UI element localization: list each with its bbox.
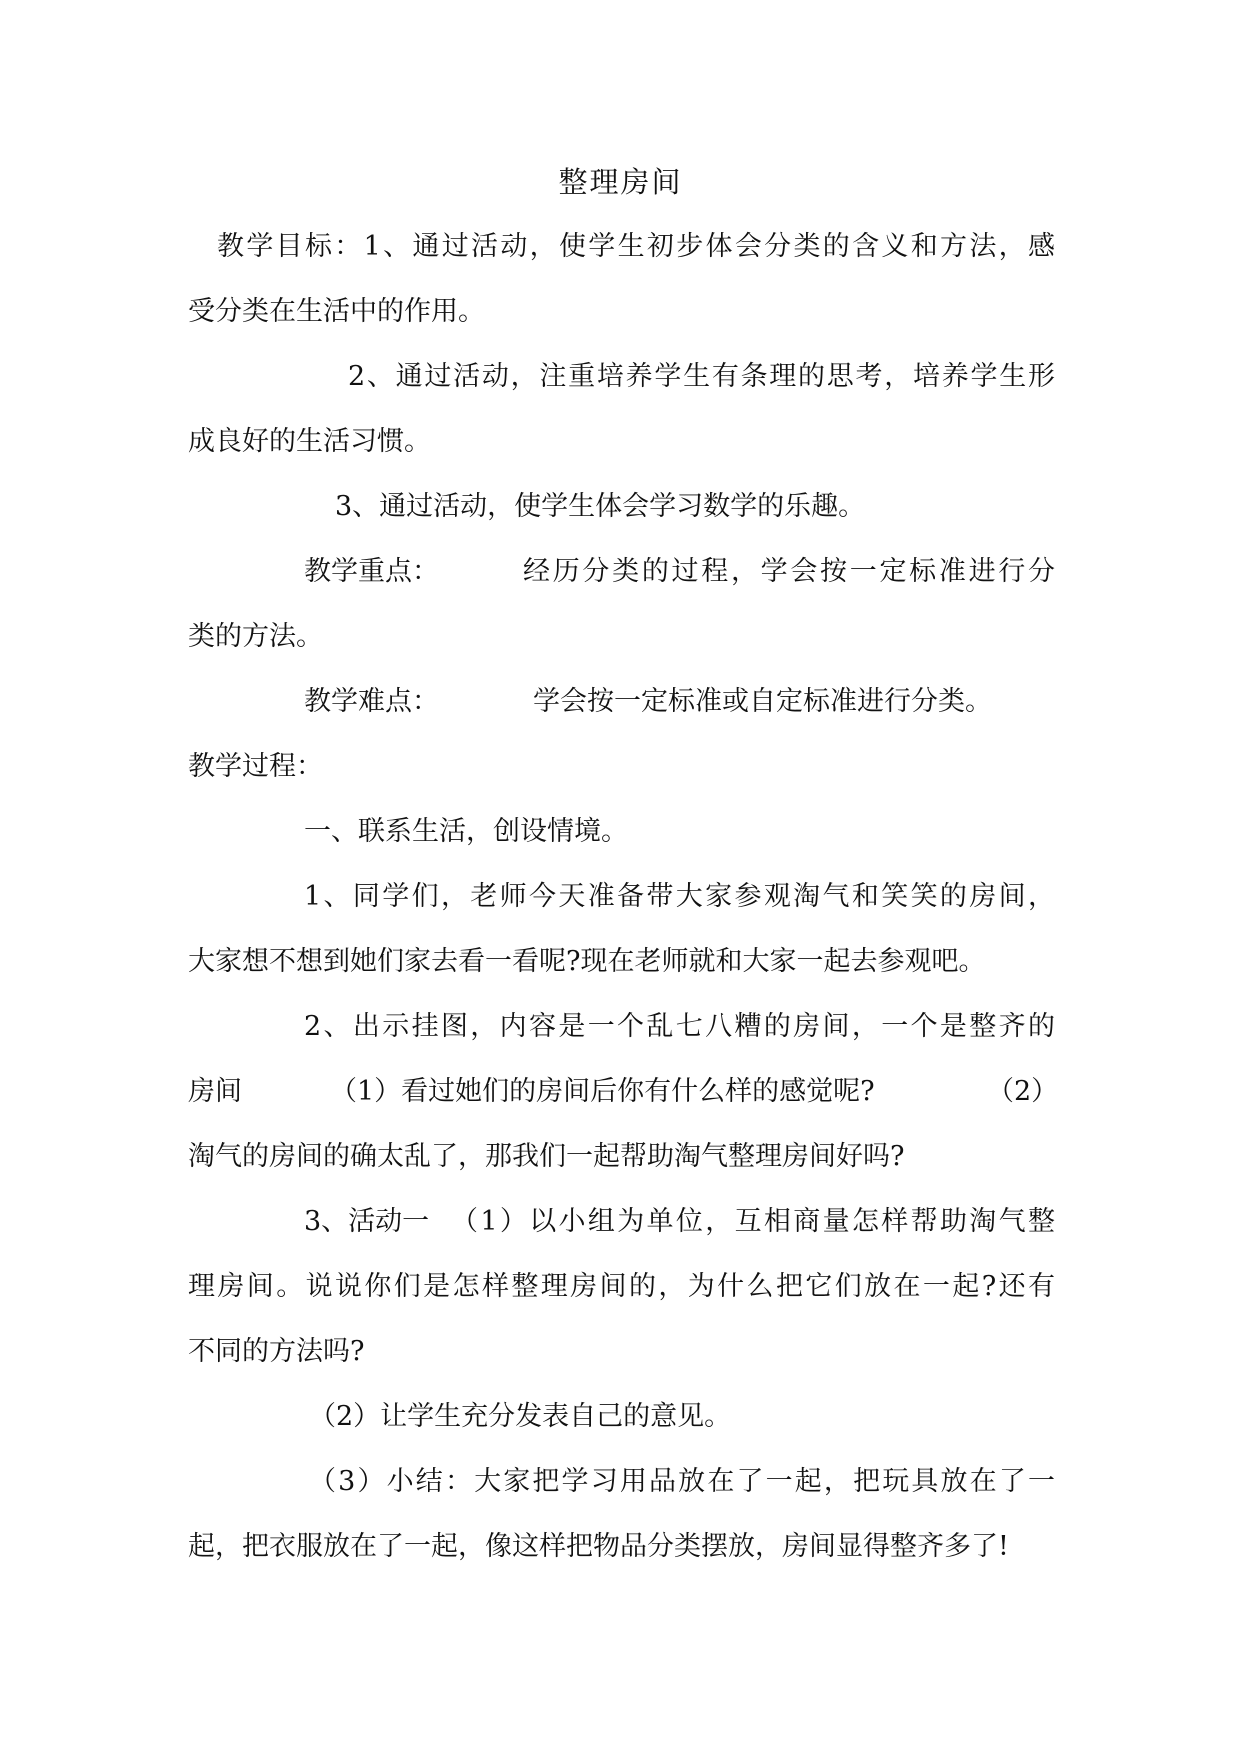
activity-1-line-3: 不同的方法吗? <box>188 1336 365 1367</box>
objective-2-text: 2、通过活动，注重培养学生有条理的思考，培养学生形 <box>348 361 1055 392</box>
page-title: 整理房间 <box>558 165 683 199</box>
key-point-label: 教学重点： <box>304 556 439 587</box>
activity-1-line-2: 理房间。说说你们是怎样整理房间的，为什么把它们放在一起?还有 <box>188 1271 1055 1302</box>
difficulty-label: 教学难点： <box>304 686 439 717</box>
paragraph-2-question-1: （1）看过她们的房间后你有什么样的感觉呢? <box>330 1076 875 1107</box>
activity-1-label: 3、活动一 <box>304 1206 430 1237</box>
activity-1-summary-line-2: 起，把衣服放在了一起，像这样把物品分类摆放，房间显得整齐多了! <box>188 1531 1009 1562</box>
objective-3-text: 3、通过活动，使学生体会学习数学的乐趣。 <box>335 491 866 522</box>
paragraph-2-room-word: 房间 <box>188 1076 242 1107</box>
paragraph-1-line-2: 大家想不想到她们家去看一看呢?现在老师就和大家一起去参观吧。 <box>188 946 986 977</box>
paragraph-2-line-3: 淘气的房间的确太乱了，那我们一起帮助淘气整理房间好吗? <box>188 1141 905 1172</box>
objectives-label: 教学目标： <box>217 231 364 262</box>
key-point-text: 经历分类的过程，学会按一定标准进行分 <box>523 556 1055 587</box>
difficulty-text: 学会按一定标准或自定标准进行分类。 <box>533 686 992 717</box>
process-label: 教学过程： <box>188 751 323 782</box>
paragraph-1-line-1: 1、同学们，老师今天准备带大家参观淘气和笑笑的房间， <box>304 881 1055 912</box>
key-point-continuation: 类的方法。 <box>188 621 323 652</box>
activity-1-summary-line-1: （3）小结：大家把学习用品放在了一起，把玩具放在了一 <box>309 1466 1055 1497</box>
objective-2-continuation: 成良好的生活习惯。 <box>188 426 431 457</box>
activity-1-step-1: （1）以小组为单位，互相商量怎样帮助淘气整 <box>451 1206 1055 1237</box>
paragraph-2-question-2-number: （2） <box>987 1076 1059 1107</box>
objective-1-continuation: 受分类在生活中的作用。 <box>188 296 485 327</box>
objective-1-text: 1、通过活动，使学生初步体会分类的含义和方法，感 <box>363 231 1055 262</box>
paragraph-2-line-1: 2、出示挂图，内容是一个乱七八糟的房间，一个是整齐的 <box>304 1011 1055 1042</box>
objectives-line-1 <box>217 228 1055 266</box>
section-1-heading: 一、联系生活，创设情境。 <box>304 816 628 847</box>
activity-1-step-2: （2）让学生充分发表自己的意见。 <box>309 1401 732 1432</box>
